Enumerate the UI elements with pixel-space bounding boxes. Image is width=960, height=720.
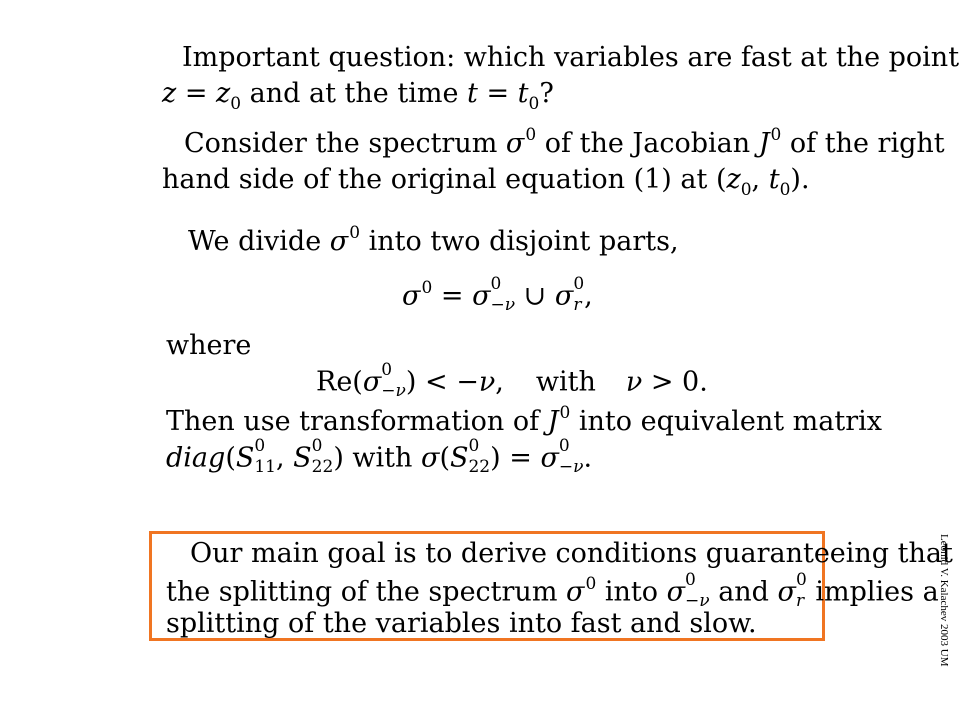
where-label: where xyxy=(166,330,252,361)
goal-line-3: splitting of the variables into fast and slow. xyxy=(166,608,757,639)
transformation-line-1: Then use transformation of $J^0$ into equivalent matrix xyxy=(166,403,882,437)
split-equation: $\sigma^0 = \sigma$ 0 −ν ∪ σ 0 r , xyxy=(402,274,593,315)
question-line-1: Important question: which variables are fast at the point xyxy=(182,42,960,73)
author-footer: Leonid V. Kalachev 2003 UM xyxy=(938,534,950,667)
transformation-line-2: diag(S 0 11 , S 0 22 ) with σ(S 0 22 ) = σ 0 −ν . xyxy=(166,436,593,477)
spectrum-line-2: hand side of the original equation (1) at ($z_0$, $t_0$). xyxy=(162,164,810,200)
divide-line: We divide $\sigma^0$ into two disjoint parts, xyxy=(188,223,679,257)
goal-line-2: the splitting of the spectrum $\sigma^0$ into σ 0 −ν and σ 0 r implies a xyxy=(166,570,939,611)
question-line-2: $z = z_0$ and at the time $t = t_0$? xyxy=(162,78,554,114)
goal-line-1: Our main goal is to derive conditions guaranteeing that xyxy=(190,538,953,569)
spectrum-line-1: Consider the spectrum $\sigma^0$ of the Jacobian $J^0$ of the right xyxy=(184,125,945,159)
condition-equation: Re(σ 0 −ν ) < −ν, with ν > 0. xyxy=(316,360,708,401)
